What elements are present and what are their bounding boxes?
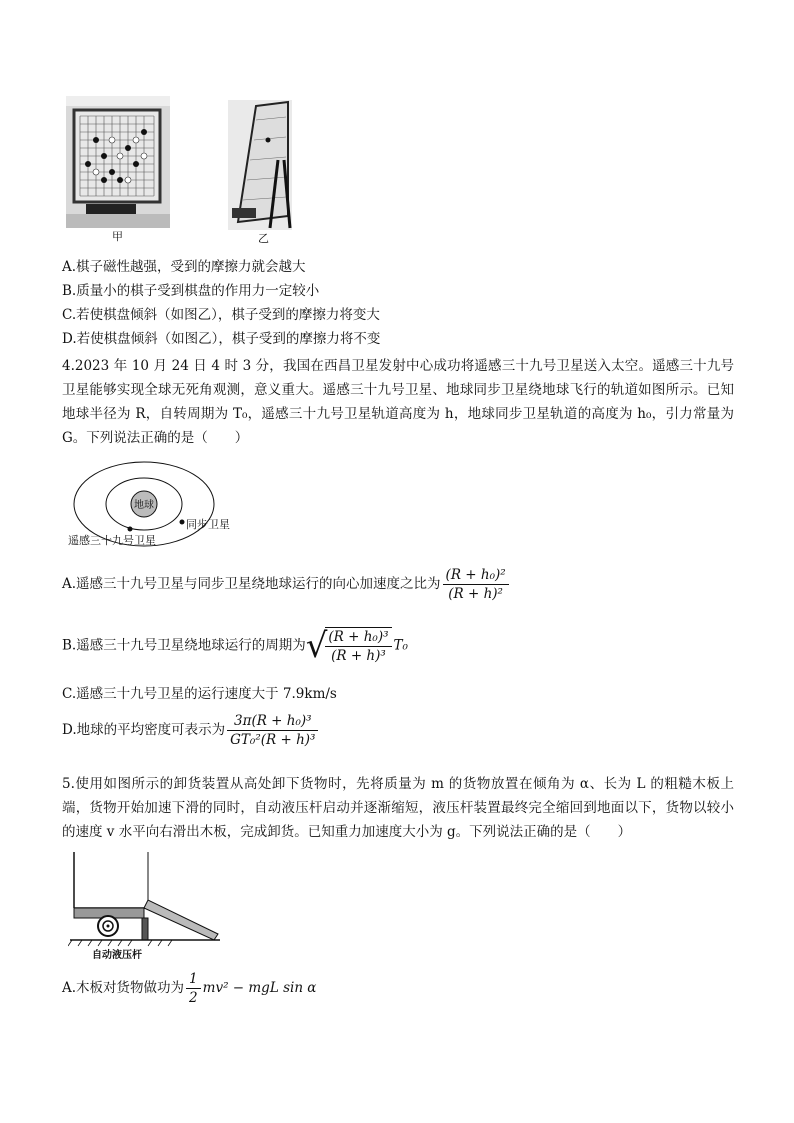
q4-option-a-denominator: (R + h)²	[448, 586, 503, 602]
remote-sensing-satellite-label: 遥感三十九号卫星	[68, 534, 156, 547]
q4-option-a-numerator: (R + h₀)²	[443, 566, 509, 585]
q5-option-a-tail: mv² − mgL sin α	[202, 980, 317, 996]
q4-stem: 4.2023 年 10 月 24 日 4 时 3 分，我国在西昌卫星发射中心成功将遥感三十九号卫星送入太空。遥感三十九号卫星能够实现全球无死角观测，意义重大。遥感三十九号卫星、地球同步卫星绕地球飞行的轨道如图所示。已知地球半径为 R，自转周期为 T₀，遥感三十九号卫星轨道高度为 h，地球同步卫星轨道的高度为 h₀，引力常量为 G。下列说法正确的是（ ）	[62, 358, 734, 446]
q4-option-b-text: B.遥感三十九号卫星绕地球运行的周期为	[62, 637, 306, 654]
earth-label: 地球	[134, 500, 154, 511]
q4-option-c: C.遥感三十九号卫星的运行速度大于 7.9km/s	[62, 686, 337, 702]
q3-option-a: A.棋子磁性越强，受到的摩擦力就会越大	[62, 259, 306, 275]
q4-option-d-numerator: 3π(R + h₀)³	[227, 712, 318, 731]
q3-option-b: B.质量小的棋子受到棋盘的作用力一定较小	[62, 283, 320, 299]
q4-option-a-text: A.遥感三十九号卫星与同步卫星绕地球运行的向心加速度之比为	[62, 576, 441, 592]
sqrt-icon: √	[305, 626, 328, 666]
hydraulic-rod-label: 自动液压杆	[92, 950, 142, 961]
q4-option-b	[62, 626, 408, 666]
photo-yi	[228, 100, 292, 230]
q4-option-d-text: D.地球的平均密度可表示为	[62, 722, 226, 738]
q4-option-b-fraction	[325, 627, 391, 665]
q5-option-a	[62, 970, 316, 1007]
q5-stem: 5.使用如图所示的卸货装置从高处卸下货物时，先将质量为 m 的货物放置在倾角为 α、长为 L 的粗糙木板上端，货物开始加速下滑的同时，自动液压杆启动并逐渐缩短，液压杆装置最终完全缩回到地面以下，货物以较小的速度 v 水平向右滑出木板，完成卸货。已知重力加速度大小为 g。下列说法正确的是（ ）	[62, 776, 734, 840]
q4-option-b-tail: T₀	[393, 637, 408, 654]
q5-option-a-denominator: 2	[189, 990, 198, 1006]
unloading-diagram	[68, 850, 222, 962]
photo-jia-label: 甲	[112, 230, 123, 243]
orbit-diagram	[64, 456, 240, 554]
photo-jia	[66, 96, 170, 228]
sync-satellite-label: 同步卫星	[186, 518, 230, 531]
q4-option-d-fraction	[227, 712, 318, 749]
q4-option-d-denominator: GT₀²(R + h)³	[230, 732, 316, 748]
photo-yi-label: 乙	[258, 232, 269, 245]
q5-option-a-text: A.木板对货物做功为	[62, 980, 185, 996]
q4-option-a	[62, 566, 511, 603]
q4-option-a-fraction	[443, 566, 509, 603]
q5-option-a-fraction	[186, 970, 201, 1007]
q4-option-b-denominator: (R + h)³	[331, 648, 386, 664]
q4-option-b-numerator: (R + h₀)³	[325, 628, 391, 647]
q3-option-c: C.若使棋盘倾斜（如图乙），棋子受到的摩擦力将变大	[62, 307, 380, 323]
q4-option-d	[62, 712, 320, 749]
q5-option-a-numerator: 1	[186, 970, 201, 989]
q3-option-d: D.若使棋盘倾斜（如图乙），棋子受到的摩擦力将不变	[62, 331, 381, 347]
